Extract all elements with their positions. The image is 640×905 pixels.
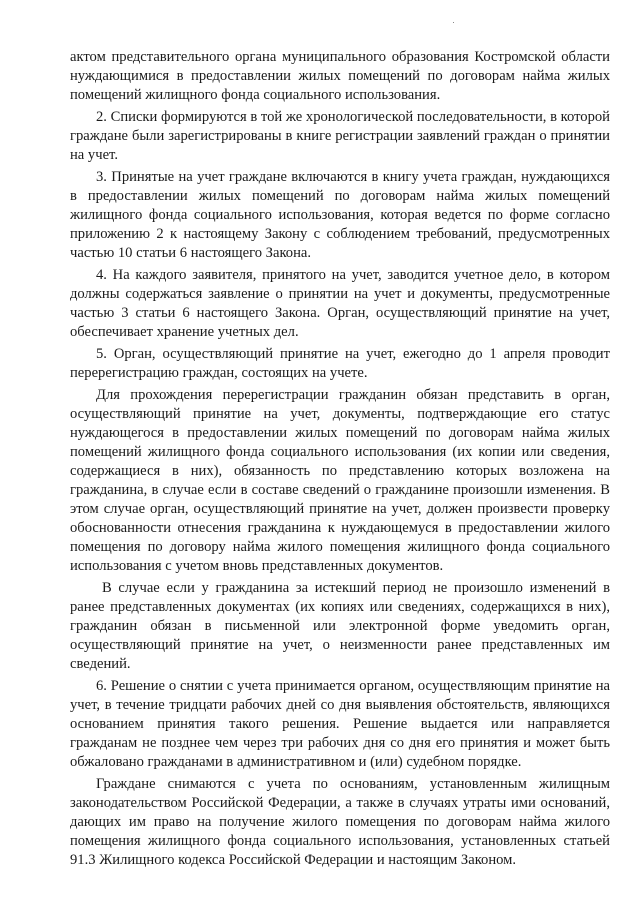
paragraph-item-5: 5. Орган, осуществляющий принятие на учет, ежегодно до 1 апреля проводит перерегистрацию граждан, состоящих на учете. [70,346,610,381]
document-page [70,48,610,873]
scan-speck [453,22,454,23]
paragraph-item-4: 4. На каждого заявителя, принятого на учет, заводится учетное дело, в котором должны содержаться заявление о принятии на учет и документы, предусмотренные частью 3 статьи 6 настоящего Закона. Орган, осуществляющий принятие на учет, обеспечивает хранение учетных дел. [70,267,610,340]
paragraph-continuation: актом представительного органа муниципального образования Костромской области нуждающимися в предоставлении жилых помещений по договорам найма жилых помещений жилищного фонда социального использования. [70,49,610,103]
paragraph-item-2: 2. Списки формируются в той же хронологической последовательности, в которой граждане были зарегистрированы в книге регистрации заявлений граждан о принятии на учет. [70,109,610,163]
paragraph-item-6: 6. Решение о снятии с учета принимается органом, осуществляющим принятие на учет, в течение тридцати рабочих дней со дня выявления обстоятельств, являющихся основанием принятия такого решения. Решение выдается или направляется гражданам не позднее чем через три рабочих дня со дня его принятия и может быть обжаловано гражданами в административном и (или) судебном порядке. [70,678,610,770]
paragraph-removal-grounds: Граждане снимаются с учета по основаниям, установленным жилищным законодательством Российской Федерации, а также в случаях утраты ими оснований, дающих им право на получение жилого помещения по договорам найма жилого помещения жилищного фонда социального использования, установленных статьей 91.3 Жилищного кодекса Российской Федерации и настоящим Законом. [70,776,610,868]
paragraph-reregistration: Для прохождения перерегистрации гражданин обязан представить в орган, осуществляющий принятие на учет, документы, подтверждающие его статус нуждающегося в предоставлении жилых помещений по договорам найма жилых помещений жилищного фонда социального использования (их копии или сведения, содержащиеся в них), обязанность по представлению которых возложена на гражданина, в случае если в составе сведений о гражданине произошли изменения. В этом случае орган, осуществляющий принятие на учет, должен произвести проверку обоснованности отнесения гражданина к нуждающемуся в предоставлении жилого помещения по договору найма жилого помещения жилищного фонда социального использования с учетом вновь представленных документов. [70,387,610,574]
paragraph-item-3: 3. Принятые на учет граждане включаются в книгу учета граждан, нуждающихся в предоставлении жилых помещений по договорам найма жилых помещений жилищного фонда социального использования, которая ведется по форме согласно приложению 2 к настоящему Закону с соблюдением требований, предусмотренных частью 10 статьи 6 настоящего Закона. [70,169,610,261]
paragraph-no-changes: В случае если у гражданина за истекший период не произошло изменений в ранее представленных документах (их копиях или сведениях, содержащихся в них), гражданин обязан в письменной или электронной форме уведомить орган, осуществляющий принятие на учет, о неизменности ранее представленных им сведений. [70,580,610,672]
